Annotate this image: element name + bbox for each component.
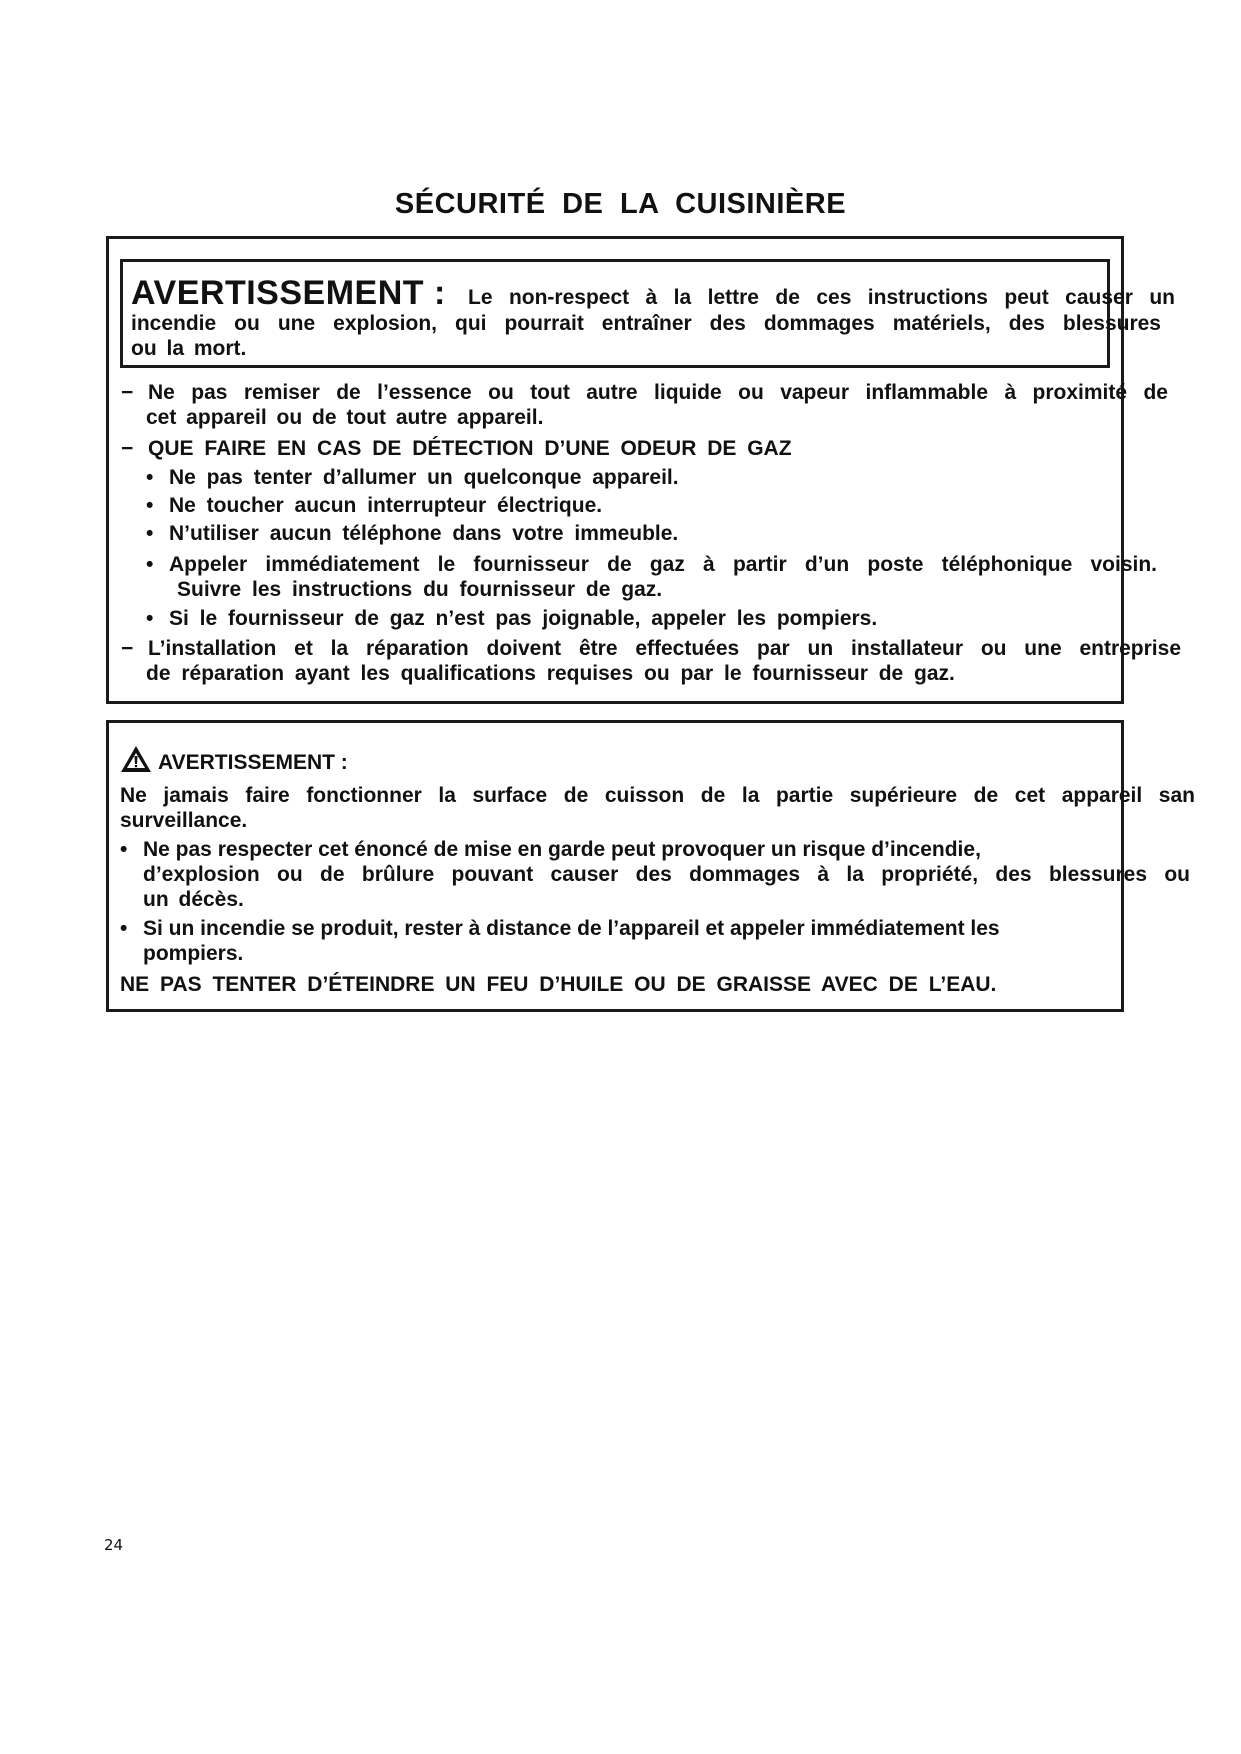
gas-odor-step-4: Appeler immédiatement le fournisseur de gaz à partir d’un poste téléphonique voisin. [169,553,1157,576]
bullet-marker: • [146,522,154,545]
gas-odor-step-3: N’utiliser aucun téléphone dans votre immeuble. [169,522,679,545]
dash-marker: − [121,381,134,404]
cooktop-bullet-1-line-1: Ne pas respecter cet énoncé de mise en garde peut provoquer un risque d’incendie, [143,838,981,861]
gas-odor-step-1: Ne pas tenter d’allumer un quelconque appareil. [169,466,679,489]
cooktop-warning-intro-line-2: surveillance. [120,809,248,832]
gasoline-storage-line-2: cet appareil ou de tout autre appareil. [146,406,544,429]
gas-odor-step-2: Ne toucher aucun interrupteur électrique. [169,494,603,517]
bullet-marker: • [120,838,128,861]
gas-odor-heading: QUE FAIRE EN CAS DE DÉTECTION D’UNE ODEUR DE GAZ [148,437,792,460]
bullet-marker: • [146,607,154,630]
cooktop-bullet-2-line-1: Si un incendie se produit, rester à distance de l’appareil et appeler immédiatement les [143,917,1000,940]
cooktop-bullet-1-line-3: un décès. [143,888,244,911]
installation-line-1: L’installation et la réparation doivent être effectuées par un installateur ou une entreprise [148,637,1181,660]
page-title: SÉCURITÉ DE LA CUISINIÈRE [394,188,847,220]
cooktop-warning-intro-line-1: Ne jamais faire fonctionner la surface de cuisson de la partie supérieure de cet appareil san [120,784,1195,807]
warning-intro-line-1: Le non-respect à la lettre de ces instructions peut causer un [468,286,1175,309]
page-number: 24 [104,1536,124,1554]
bullet-marker: • [120,917,128,940]
cooktop-warning-heading: AVERTISSEMENT : [158,751,348,774]
installation-line-2: de réparation ayant les qualifications requises ou par le fournisseur de gaz. [146,662,955,685]
warning-intro-line-2: incendie ou une explosion, qui pourrait entraîner des dommages matériels, des blessures [131,312,1161,335]
grease-fire-warning: NE PAS TENTER D’ÉTEINDRE UN FEU D’HUILE OU DE GRAISSE AVEC DE L’EAU. [120,973,997,996]
gasoline-storage-line-1: Ne pas remiser de l’essence ou tout autre liquide ou vapeur inflammable à proximité de [148,381,1168,404]
warning-heading: AVERTISSEMENT : [131,274,446,312]
warning-triangle-icon [120,745,152,773]
gas-odor-step-5: Si le fournisseur de gaz n’est pas joignable, appeler les pompiers. [169,607,878,630]
warning-intro-line-3: ou la mort. [131,337,247,360]
dash-marker: − [121,437,134,460]
cooktop-bullet-2-line-2: pompiers. [143,942,244,965]
bullet-marker: • [146,466,154,489]
bullet-marker: • [146,494,154,517]
cooktop-bullet-1-line-2: d’explosion ou de brûlure pouvant causer des dommages à la propriété, des blessures ou [143,863,1190,886]
gas-odor-step-4-continued: Suivre les instructions du fournisseur de gaz. [177,578,663,601]
dash-marker: − [121,637,134,660]
bullet-marker: • [146,553,154,576]
